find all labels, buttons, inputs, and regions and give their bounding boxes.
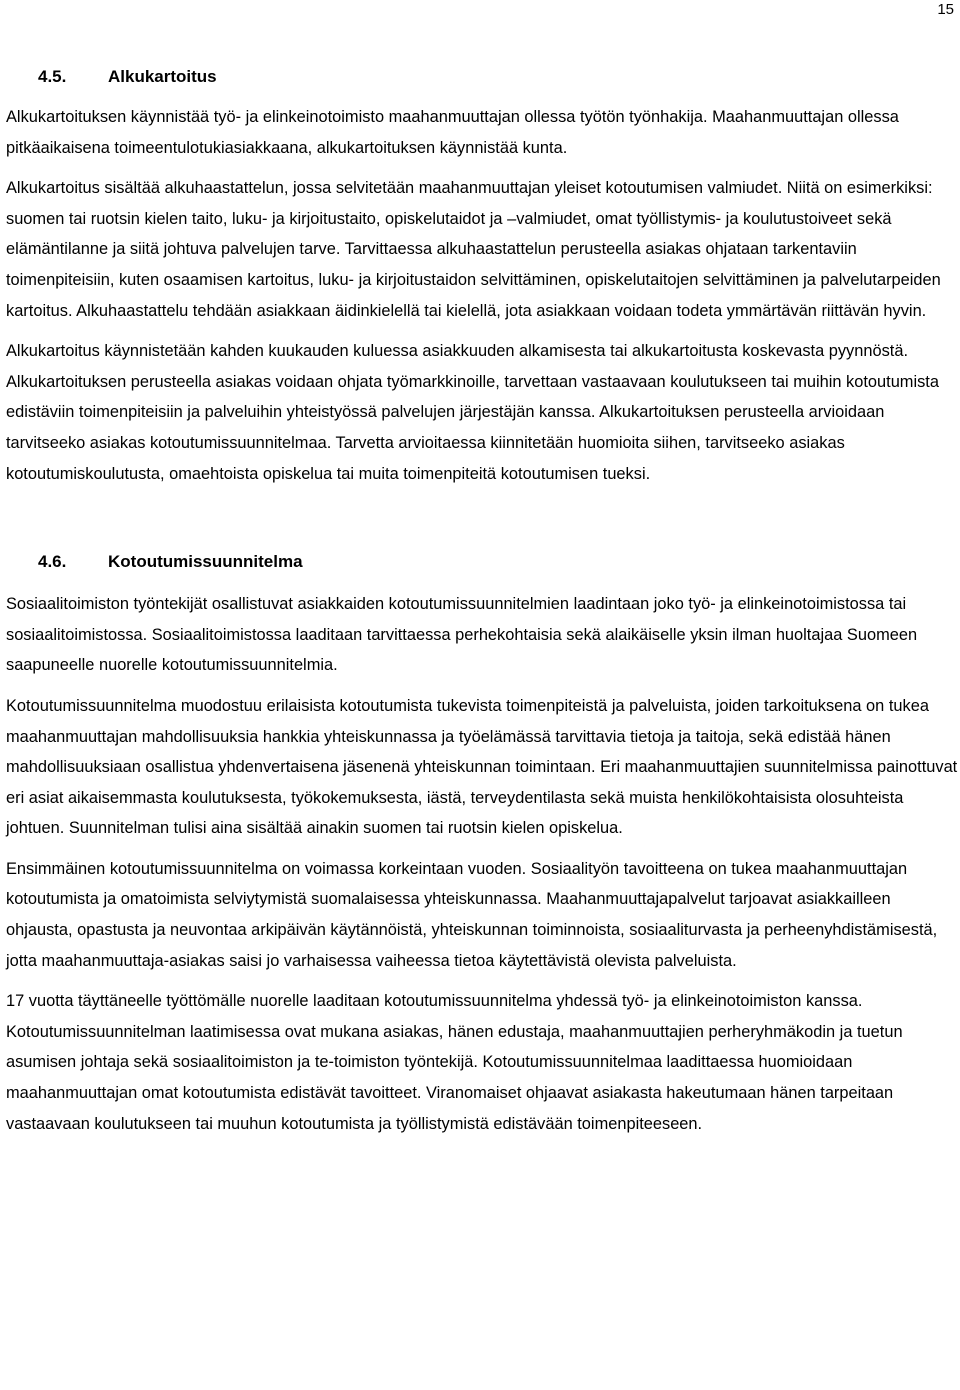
paragraph: Ensimmäinen kotoutumissuunnitelma on voimassa korkeintaan vuoden. Sosiaalityön tavoitteena on tukea maahanmuuttajan kotoutumista ja omatoimista selviytymistä suomalaisessa yhteiskunnassa. Maahanmuuttajapalvelut tarjoavat asiakkailleen ohjausta, opastusta ja neuvontaa arkipäivän käytännöistä, yhteiskunnan toiminnoista, sosiaaliturvasta ja perheenyhdistämisestä, jotta maahanmuuttaja-asiakas saisi jo varhaisessa vaiheessa tietoa käytettävistä olevista palveluista. — [6, 859, 938, 970]
paragraph: Alkukartoitus käynnistetään kahden kuukauden kuluessa asiakkuuden alkamisesta tai alkukartoitusta koskevasta pyynnöstä. Alkukartoituksen perusteella asiakas voidaan ohjata työmarkkinoille, tarvettaan vastaavaan koulutukseen tai muihin kotoutumista edistäviin toimenpiteisiin ja palveluihin yhteistyössä palvelujen järjestäjän kanssa. Alkukartoituksen perusteella arvioidaan tarvitseeko asiakas kotoutumissuunnitelmaa. Tarvetta arvioitaessa kiinnitetään huomioita siihen, tarvitseeko asiakas kotoutumiskoulutusta, omaehtoista opiskelua tai muita toimenpiteitä kotoutumisen tueksi. — [6, 342, 939, 483]
paragraph: Kotoutumissuunnitelma muodostuu erilaisista kotoutumista tukevista toimenpiteistä ja palveluista, joiden tarkoituksena on tukea maahanmuuttajan mahdollisuuksia hankkia yhteiskunnassa ja työelämässä tarvittavia tietoja ja taitoja, sekä edistää hänen mahdollisuuksiaan osallistua yhdenvertaisena jäsenenä yhteiskunnan toimintaan. Eri maahanmuuttajien suunnitelmissa painottuvat eri asiat aikaisemmasta koulutuksesta, työkokemuksesta, iästä, terveydentilasta sekä muista henkilökohtaisista olosuhteista johtuen. Suunnitelman tulisi aina sisältää ainakin suomen tai ruotsin kielen opiskelua. — [6, 696, 958, 838]
paragraph: 17 vuotta täyttäneelle työttömälle nuorelle laaditaan kotoutumissuunnitelma yhdessä työ- ja elinkeinotoimiston kanssa. Kotoutumissuunnitelman laatimisessa ovat mukana asiakas, hänen edustaja, maahanmuuttajien perheryhmäkodin ja tuetun asumisen johtaja sekä sosiaalitoimiston ja te-toimiston työntekijä. Kotoutumissuunnitelmaa laadittaessa huomioidaan maahanmuuttajan omat kotoutumista edistävät tavoitteet. Viranomaiset ohjaavat asiakasta hakeutumaan hänen tarpeitaan vastaavaan koulutukseen tai muuhun kotoutumista ja työllistymistä edistävään toimenpiteeseen. — [6, 992, 903, 1133]
section-title: Kotoutumissuunnitelma — [108, 552, 303, 572]
paragraph: Sosiaalitoimiston työntekijät osallistuvat asiakkaiden kotoutumissuunnitelmien laadintaan joko työ- ja elinkeinotoimistossa tai sosiaalitoimistossa. Sosiaalitoimistossa laaditaan tarvittaessa perhekohtaisia sekä alaikäiselle yksin ilman huoltajaa Suomeen saapuneelle nuorelle kotoutumissuunnitelmia. — [6, 595, 918, 675]
section-heading-kotoutumissuunnitelma — [6, 547, 958, 579]
paragraph: Alkukartoituksen käynnistää työ- ja elinkeinotoimisto maahanmuuttajan ollessa työtön työnhakija. Maahanmuuttajan ollessa pitkäaikaisena toimeentulotukiasiakkaana, alkukartoituksen käynnistää kunta. — [6, 108, 899, 157]
document-body — [6, 62, 958, 1139]
section-heading-alkukartoitus — [6, 62, 958, 94]
section-number: 4.5. — [38, 67, 67, 86]
page-number: 15 — [937, 1, 954, 18]
section-spacer — [6, 489, 958, 547]
paragraph: Alkukartoitus sisältää alkuhaastattelun, jossa selvitetään maahanmuuttajan yleiset kotoutumisen valmiudet. Niitä on esimerkiksi: suomen tai ruotsin kielen taito, luku- ja kirjoitustaito, opiskelutaidot ja –valmiudet, omat työllistymis- ja koulutustoiveet sekä elämäntilanne ja siitä johtuva palvelujen tarve. Tarvittaessa alkuhaastattelun perusteella asiakas ohjataan tarkentaviin toimenpiteisiin, kuten osaamisen kartoitus, luku- ja kirjoitustaidon selvittäminen, opiskelutaitojen selvittäminen ja palvelutarpeiden kartoitus. Alkuhaastattelu tehdään asiakkaan äidinkielellä tai kielellä, jota asiakkaan voidaan todeta ymmärtävän riittävän hyvin. — [6, 179, 941, 320]
section-number: 4.6. — [38, 552, 67, 572]
section-title: Alkukartoitus — [108, 67, 217, 86]
